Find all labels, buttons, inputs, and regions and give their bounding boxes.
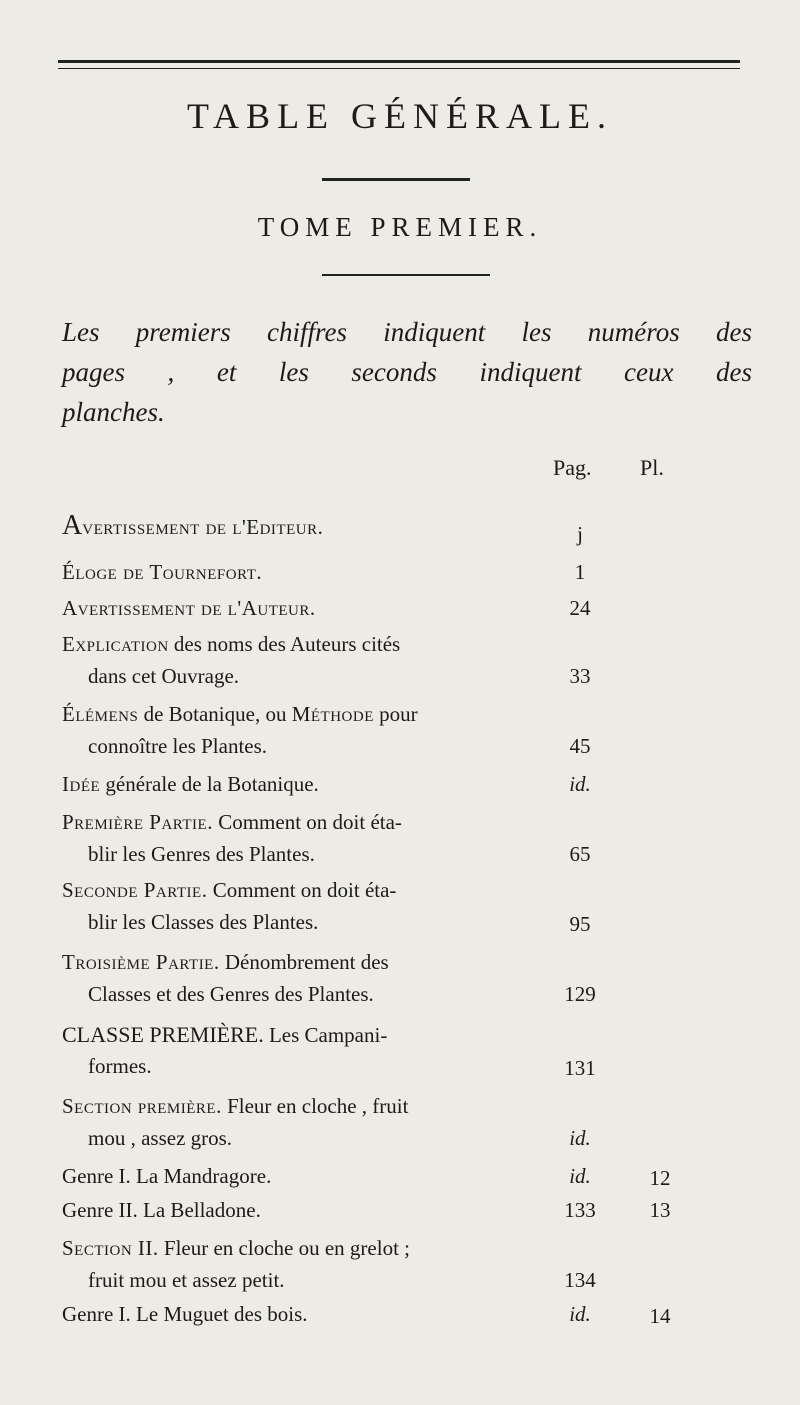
entry-heading-2: Méthode [291, 702, 374, 726]
subtitle-divider [322, 274, 490, 276]
volume-title: TOME PREMIER. [257, 212, 543, 242]
page-number: id. [569, 1302, 591, 1326]
title-divider [322, 178, 470, 181]
toc-entry [62, 1022, 387, 1086]
page-number: id. [569, 772, 591, 796]
entry-continuation: formes. [88, 1054, 152, 1078]
page-number: id. [569, 1164, 591, 1188]
page-number: 133 [564, 1198, 596, 1222]
page-number: 129 [564, 982, 596, 1006]
page-number: 131 [564, 1056, 596, 1080]
entry-label: des noms des Auteurs cités [168, 632, 401, 656]
note-line-3: planches. [62, 397, 165, 427]
plate-number: 12 [649, 1166, 671, 1190]
toc-entry [62, 510, 323, 542]
plate-number: 13 [649, 1198, 671, 1222]
top-rule-thick [58, 60, 740, 63]
toc-entry [62, 632, 400, 696]
entry-label: Genre II. La Belladone. [62, 1198, 261, 1222]
entry-heading: Idée [62, 772, 101, 796]
toc-entry [62, 950, 389, 1014]
toc-entry [62, 702, 418, 766]
column-header-pl: Pl. [640, 455, 664, 480]
toc-entry [62, 1198, 261, 1230]
entry-continuation: connoître les Plantes. [88, 734, 268, 758]
page-number: j [577, 522, 583, 546]
column-header-pag: Pag. [553, 455, 592, 480]
page-title: TABLE GÉNÉRALE. [186, 96, 614, 136]
entry-continuation: dans cet Ouvrage. [88, 664, 240, 688]
entry-label: Genre I. Le Muguet des bois. [62, 1302, 308, 1326]
entry-label: Avertissement de l'Auteur. [62, 596, 316, 620]
toc-entry [62, 1094, 408, 1158]
entry-label: Dénombrement des [219, 950, 389, 974]
drop-letter: A [62, 510, 83, 541]
entry-label: Fleur en cloche ou en grelot ; [158, 1236, 410, 1260]
entry-label: générale de la Botanique. [100, 772, 319, 796]
toc-entry [62, 1302, 308, 1334]
page-number: 134 [564, 1268, 596, 1292]
entry-label: Fleur en cloche , fruit [221, 1094, 409, 1118]
toc-entry [62, 596, 316, 628]
entry-heading: Seconde Partie. [62, 878, 208, 902]
page-number: 65 [569, 842, 591, 866]
entry-label: Éloge de Tournefort. [62, 560, 263, 584]
entry-label: Genre I. La Mandragore. [62, 1164, 272, 1188]
toc-entry [62, 810, 402, 874]
entry-label: Comment on doit éta- [212, 810, 402, 834]
entry-heading: Élémens [62, 702, 139, 726]
entry-label: de Botanique, ou [138, 702, 292, 726]
entry-label: vertissement de l'Editeur. [82, 515, 324, 539]
note-line-2: pages , et les seconds indiquent ceux des [62, 357, 752, 387]
entry-continuation: Classes et des Genres des Plantes. [88, 982, 374, 1006]
page-number: 95 [569, 912, 591, 936]
toc-entry [62, 560, 262, 592]
entry-heading: Explication [62, 632, 169, 656]
plate-number: 14 [649, 1304, 671, 1328]
toc-entry [62, 1164, 271, 1196]
entry-continuation: blir les Genres des Plantes. [88, 842, 315, 866]
page-number: 45 [569, 734, 591, 758]
toc-entry [62, 772, 319, 804]
entry-heading: Troisième Partie. [62, 950, 220, 974]
toc-entry [62, 1236, 410, 1300]
entry-heading: Section II. [62, 1236, 159, 1260]
note-line-1: Les premiers chiffres indiquent les numéros des [62, 317, 752, 347]
page-number: id. [569, 1126, 591, 1150]
entry-label-2: pour [373, 702, 418, 726]
entry-heading: CLASSE PREMIÈRE. [62, 1022, 264, 1047]
page-number: 1 [574, 560, 586, 584]
entry-label: Comment on doit éta- [207, 878, 397, 902]
entry-continuation: blir les Classes des Plantes. [88, 910, 319, 934]
entry-heading: Section première. [62, 1094, 222, 1118]
page-number: 33 [569, 664, 591, 688]
entry-continuation: fruit mou et assez petit. [88, 1268, 285, 1292]
entry-label: Les Campani- [263, 1023, 388, 1047]
explanatory-note [62, 312, 752, 432]
toc-entry [62, 878, 396, 942]
page-number: 24 [569, 596, 591, 620]
entry-heading: Première Partie. [62, 810, 213, 834]
entry-continuation: mou , assez gros. [88, 1126, 233, 1150]
top-rule-thin [58, 68, 740, 69]
